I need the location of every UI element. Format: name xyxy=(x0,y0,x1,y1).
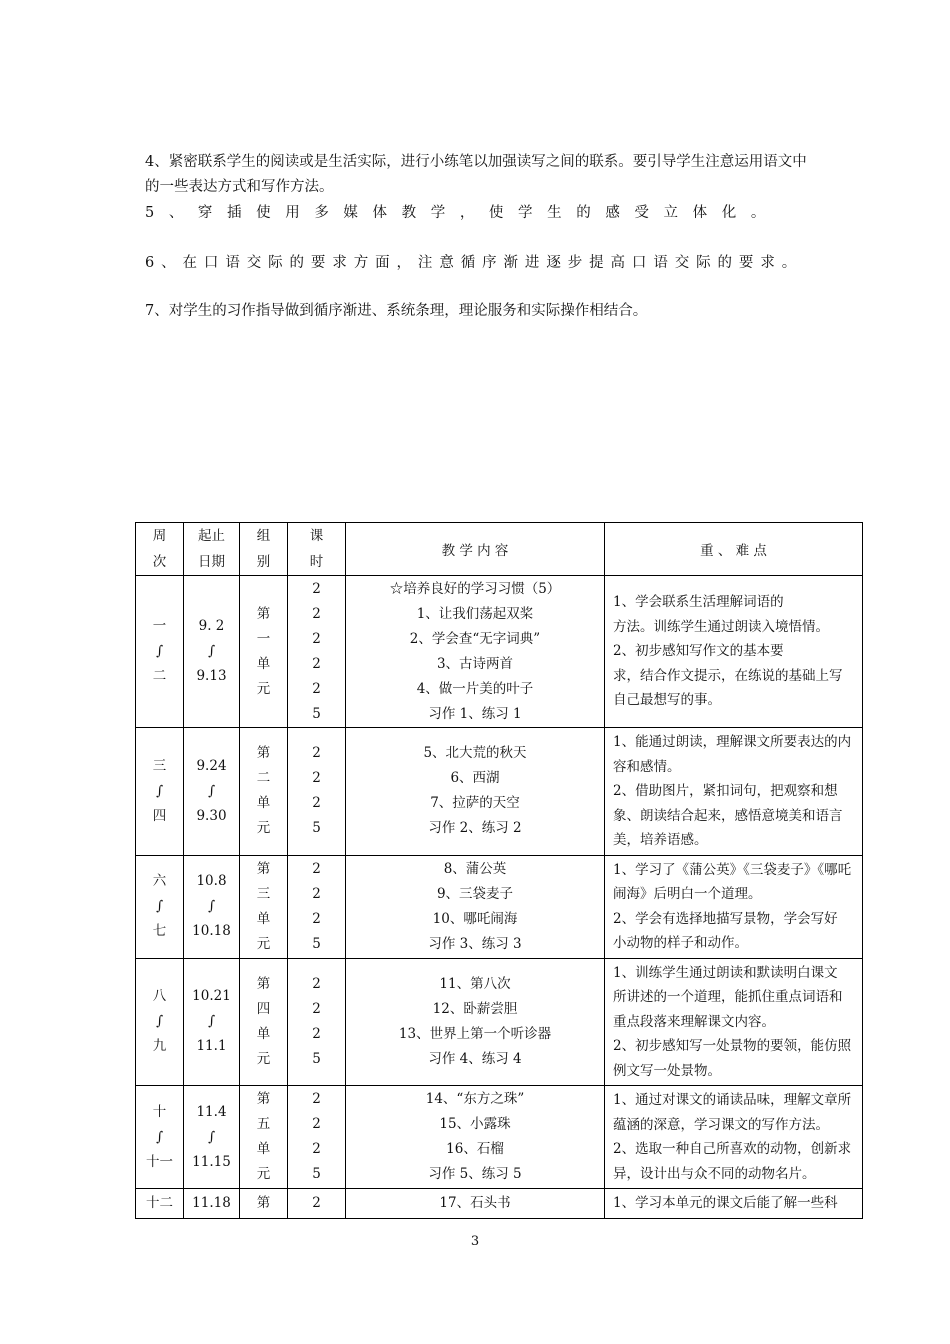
group-line: 第 xyxy=(256,605,271,622)
table-row xyxy=(136,855,863,958)
group-line: 元 xyxy=(256,820,271,837)
table-row xyxy=(136,728,863,856)
week-line: 三 xyxy=(152,757,167,774)
cell-hours xyxy=(288,728,346,856)
content-line: 8、蒲公英 xyxy=(443,860,507,877)
header-week: 周 次 xyxy=(136,523,184,576)
hours-line: 2 xyxy=(312,1194,321,1211)
focus-line: 自己最想写的事。 xyxy=(613,692,721,709)
cell-content xyxy=(346,855,605,958)
cell-content xyxy=(346,958,605,1086)
dates-line: 11.15 xyxy=(192,1153,231,1170)
group-line: 五 xyxy=(256,1116,271,1132)
group-line: 二 xyxy=(256,770,271,787)
dates-line: ∫ xyxy=(207,782,216,799)
group-line: 一 xyxy=(256,630,271,647)
dates-line: 9. 2 xyxy=(198,618,225,634)
cell-hours xyxy=(288,958,346,1086)
paragraph-4: 4、紧密联系学生的阅读或是生活实际，进行小练笔以加强读写之间的联系。要引导学生注意运用语文中的一些表达方式和写作方法。 xyxy=(145,154,807,195)
focus-line: 1、通过对课文的诵读品味，理解文章所 xyxy=(613,1092,852,1108)
focus-line: 1、学会联系生活理解词语的 xyxy=(613,594,784,611)
content-line: 习作 2、练习 2 xyxy=(428,820,522,837)
content-line: 习作 4、练习 4 xyxy=(428,1050,522,1067)
hours-line: 2 xyxy=(312,910,321,927)
hours-line: 5 xyxy=(312,820,321,837)
group-line: 四 xyxy=(256,1000,271,1017)
week-line: 十 xyxy=(152,1103,167,1120)
cell-week xyxy=(136,1189,184,1219)
focus-line: 2、初步感知写作文的基本要 xyxy=(613,643,784,660)
group-line: 单 xyxy=(256,795,271,812)
cell-focus xyxy=(605,958,863,1086)
focus-line: 1、训练学生通过朗读和默读明白课文 xyxy=(613,964,838,981)
cell-week xyxy=(136,576,184,728)
table-header-row xyxy=(136,523,863,576)
focus-line: 2、初步感知写一处景物的要领，能仿照 xyxy=(613,1038,852,1054)
focus-line: 1、学习本单元的课文后能了解一些科 xyxy=(613,1195,838,1211)
cell-dates xyxy=(184,728,240,856)
focus-line: 2、借助图片，紧扣词句，把观察和想 xyxy=(613,783,838,799)
table-row xyxy=(136,1086,863,1189)
dates-line: 9.30 xyxy=(196,807,227,824)
hours-line: 5 xyxy=(312,935,321,952)
hours-line: 5 xyxy=(312,1050,321,1067)
content-line: 9、三袋麦子 xyxy=(436,885,514,902)
hours-line: 2 xyxy=(312,1116,321,1132)
hours-line: 2 xyxy=(312,770,321,787)
week-line: 十一 xyxy=(146,1153,173,1170)
dates-line: ∫ xyxy=(207,898,216,914)
content-line: ☆培养良好的学习习惯（5） xyxy=(389,580,561,597)
week-line: 一 xyxy=(152,618,167,634)
week-line: ∫ xyxy=(155,898,164,914)
focus-line: 容和感情。 xyxy=(613,758,681,775)
focus-line: 所讲述的一个道理，能抓住重点词语和 xyxy=(613,989,843,1005)
week-line: 七 xyxy=(152,923,167,939)
cell-focus xyxy=(605,1189,863,1219)
cell-dates xyxy=(184,958,240,1086)
hours-line: 2 xyxy=(312,885,321,902)
group-line: 元 xyxy=(256,680,271,697)
hours-line: 5 xyxy=(312,705,321,722)
group-line: 元 xyxy=(256,935,271,952)
week-line: ∫ xyxy=(155,1128,164,1145)
focus-line: 求，结合作文提示，在练说的基础上写 xyxy=(613,667,843,684)
header-content: 教 学 内 容 xyxy=(346,523,605,576)
hours-line: 2 xyxy=(312,605,321,622)
group-line: 元 xyxy=(256,1050,271,1067)
focus-line: 2、选取一种自己所喜欢的动物，创新求 xyxy=(613,1141,852,1157)
week-line: 八 xyxy=(152,988,167,1005)
cell-hours xyxy=(288,855,346,958)
dates-line: 10.18 xyxy=(192,923,231,939)
hours-line: 2 xyxy=(312,975,321,992)
group-line: 单 xyxy=(256,1141,271,1157)
cell-dates xyxy=(184,855,240,958)
dates-line: 10.21 xyxy=(192,988,231,1005)
content-line: 习作 3、练习 3 xyxy=(428,935,522,952)
content-line: 14、“东方之珠” xyxy=(425,1091,525,1107)
cell-dates xyxy=(184,1086,240,1189)
dates-line: 11.4 xyxy=(196,1103,227,1120)
hours-line: 2 xyxy=(312,680,321,697)
dates-line: ∫ xyxy=(207,1013,216,1030)
group-line: 第 xyxy=(256,975,271,992)
header-hours: 课 时 xyxy=(288,523,346,576)
focus-line: 象、朗读结合起来，感悟意境美和语言 xyxy=(613,807,843,824)
week-line: 十二 xyxy=(146,1194,173,1211)
cell-group xyxy=(240,958,288,1086)
header-focus: 重 、 难 点 xyxy=(605,523,863,576)
focus-line: 蕴涵的深意，学习课文的写作方法。 xyxy=(613,1116,829,1133)
group-line: 三 xyxy=(256,885,271,902)
focus-line: 方法。训练学生通过朗读入境悟情。 xyxy=(613,618,829,635)
cell-group xyxy=(240,855,288,958)
cell-hours xyxy=(288,1086,346,1189)
content-line: 1、让我们荡起双桨 xyxy=(416,605,534,622)
focus-line: 例文写一处景物。 xyxy=(613,1062,721,1079)
cell-week xyxy=(136,958,184,1086)
paragraph-5: 5、穿插使用多媒体教学，使学生的感受立体化。 xyxy=(145,205,780,221)
hours-line: 2 xyxy=(312,860,321,877)
group-line: 第 xyxy=(256,1194,271,1211)
content-line: 17、石头书 xyxy=(439,1194,511,1211)
paragraph-6: 6、在口语交际的要求方面，注意循序渐进逐步提高口语交际的要求。 xyxy=(145,255,804,271)
content-line: 3、古诗两首 xyxy=(436,655,514,672)
dates-line: ∫ xyxy=(207,1128,216,1145)
group-line: 单 xyxy=(256,1025,271,1042)
content-line: 10、哪吒闹海 xyxy=(432,910,518,927)
week-line: ∫ xyxy=(155,782,164,799)
hours-line: 2 xyxy=(312,1000,321,1017)
content-line: 6、西湖 xyxy=(450,770,500,787)
hours-line: 2 xyxy=(312,1025,321,1042)
cell-focus xyxy=(605,1086,863,1189)
cell-content xyxy=(346,576,605,728)
cell-content xyxy=(346,728,605,856)
cell-focus xyxy=(605,728,863,856)
cell-focus xyxy=(605,576,863,728)
content-line: 16、石榴 xyxy=(446,1141,504,1157)
content-line: 11、第八次 xyxy=(439,975,511,992)
group-line: 元 xyxy=(256,1166,271,1182)
focus-line: 闹海》后明白一个道理。 xyxy=(613,886,762,902)
focus-line: 小动物的样子和动作。 xyxy=(613,935,748,951)
group-line: 单 xyxy=(256,910,271,927)
cell-focus xyxy=(605,855,863,958)
focus-line: 1、能通过朗读，理解课文所要表达的内 xyxy=(613,734,852,750)
week-line: ∫ xyxy=(155,643,164,659)
group-line: 第 xyxy=(256,1091,271,1107)
hours-line: 2 xyxy=(312,1091,321,1107)
hours-line: 2 xyxy=(312,1141,321,1157)
group-line: 第 xyxy=(256,860,271,877)
teaching-plan-table xyxy=(135,522,863,1219)
hours-line: 5 xyxy=(312,1166,321,1182)
group-line: 第 xyxy=(256,745,271,762)
group-line: 单 xyxy=(256,655,271,672)
focus-line: 2、学会有选择地描写景物，学会写好 xyxy=(613,910,838,927)
paragraph-7: 7、对学生的习作指导做到循序渐进、系统条理，理论服务和实际操作相结合。 xyxy=(145,303,648,319)
dates-line: 9.24 xyxy=(196,757,227,774)
cell-week xyxy=(136,728,184,856)
page-number: 3 xyxy=(470,1234,480,1249)
content-line: 4、做一片美的叶子 xyxy=(416,680,534,697)
dates-line: 11.1 xyxy=(196,1038,227,1055)
table-row xyxy=(136,958,863,1086)
focus-line: 1、学习了《蒲公英》《三袋麦子》《哪吒 xyxy=(613,861,852,878)
cell-dates xyxy=(184,1189,240,1219)
hours-line: 2 xyxy=(312,795,321,812)
cell-group xyxy=(240,1086,288,1189)
hours-line: 2 xyxy=(312,580,321,597)
cell-dates xyxy=(184,576,240,728)
content-line: 2、学会查“无字词典” xyxy=(409,630,541,647)
cell-week xyxy=(136,855,184,958)
hours-line: 2 xyxy=(312,630,321,647)
dates-line: 11.18 xyxy=(192,1194,231,1211)
cell-group xyxy=(240,1189,288,1219)
cell-week xyxy=(136,1086,184,1189)
content-line: 习作 1、练习 1 xyxy=(428,705,522,722)
dates-line: 9.13 xyxy=(196,668,227,684)
focus-line: 异，设计出与众不同的动物名片。 xyxy=(613,1165,816,1182)
cell-group xyxy=(240,728,288,856)
cell-content xyxy=(346,1189,605,1219)
header-group: 组 别 xyxy=(240,523,288,576)
table-row xyxy=(136,576,863,728)
cell-hours xyxy=(288,576,346,728)
week-line: 九 xyxy=(152,1038,167,1055)
content-line: 7、拉萨的天空 xyxy=(430,795,520,812)
hours-line: 2 xyxy=(312,745,321,762)
content-line: 13、世界上第一个听诊器 xyxy=(398,1025,552,1042)
cell-group xyxy=(240,576,288,728)
hours-line: 2 xyxy=(312,655,321,672)
week-line: 二 xyxy=(152,668,167,684)
table-row xyxy=(136,1189,863,1219)
cell-hours xyxy=(288,1189,346,1219)
dates-line: 10.8 xyxy=(196,873,227,889)
content-line: 12、卧薪尝胆 xyxy=(432,1000,518,1017)
week-line: ∫ xyxy=(155,1013,164,1030)
content-line: 习作 5、练习 5 xyxy=(428,1166,522,1182)
header-dates: 起止 日期 xyxy=(184,523,240,576)
week-line: 六 xyxy=(152,873,167,889)
cell-content xyxy=(346,1086,605,1189)
dates-line: ∫ xyxy=(207,643,216,659)
focus-line: 美，培养语感。 xyxy=(613,832,708,848)
content-line: 5、北大荒的秋天 xyxy=(423,745,527,762)
week-line: 四 xyxy=(152,807,167,824)
content-line: 15、小露珠 xyxy=(439,1116,511,1132)
focus-line: 重点段落来理解课文内容。 xyxy=(613,1013,775,1030)
